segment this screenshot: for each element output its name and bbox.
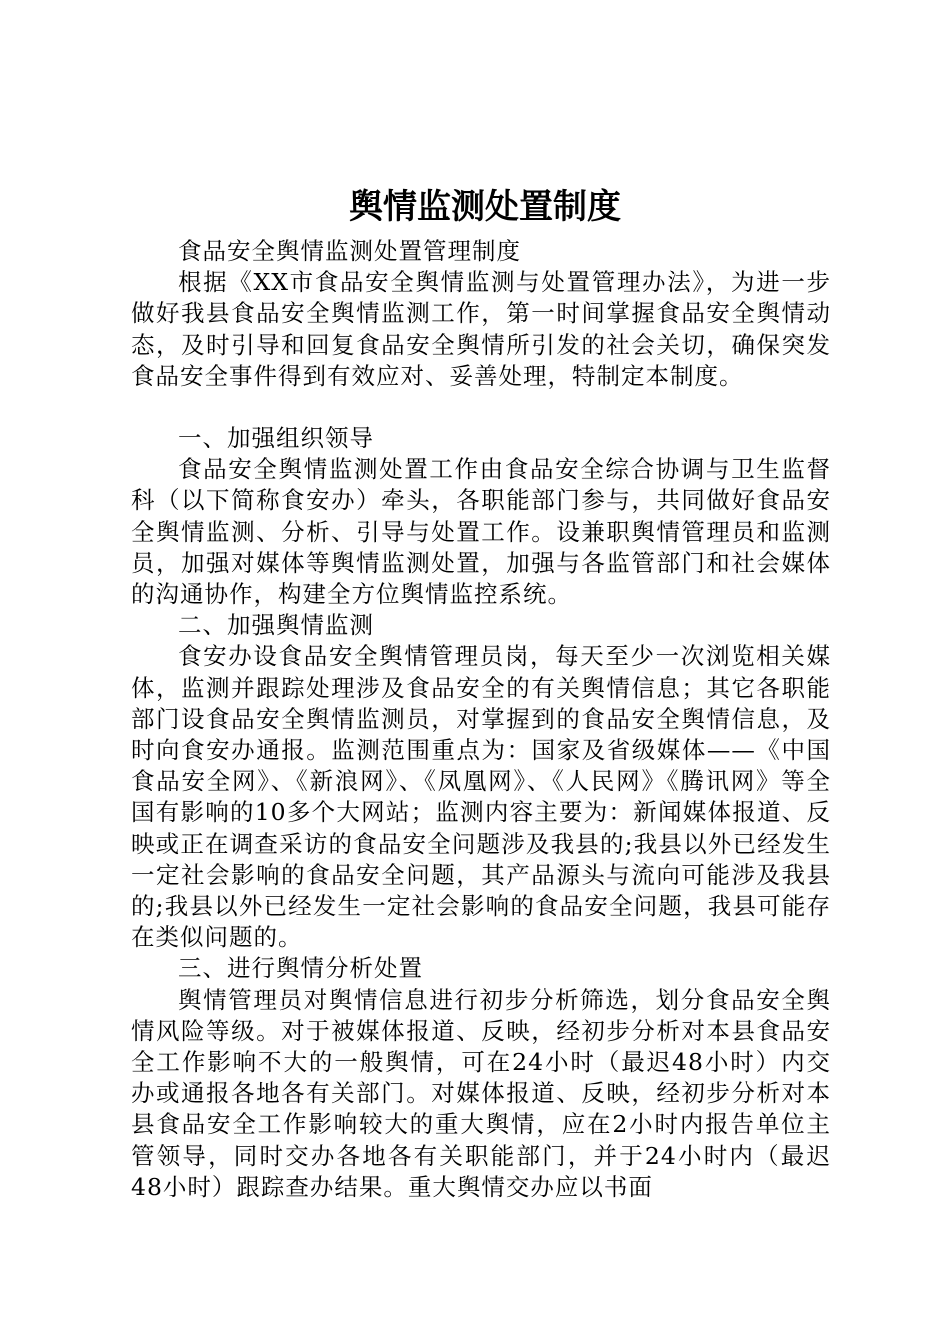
document-subtitle: 食品安全舆情监测处置管理制度: [178, 237, 521, 265]
section-heading-3: 三、进行舆情分析处置: [178, 954, 423, 983]
paragraph-spacer: [131, 392, 831, 423]
section-body-1: 食品安全舆情监测处置工作由食品安全综合协调与卫生监督科（以下简称食安办）牵头，各职能部门参与，共同做好食品安全舆情监测、分析、引导与处置工作。设兼职舆情管理员和监测员，加强对媒体等舆情监测处置，加强与各监管部门和社会媒体的沟通协作，构建全方位舆情监控系统。: [131, 455, 831, 609]
section-heading-2: 二、加强舆情监测: [178, 611, 374, 640]
document-page: [131, 178, 831, 1203]
document-title: 舆情监测处置制度: [349, 187, 621, 227]
section-body-2: 食安办设食品安全舆情管理员岗，每天至少一次浏览相关媒体，监测并跟踪处理涉及食品安全的有关舆情信息；其它各职能部门设食品安全舆情监测员，对掌握到的食品安全舆情信息，及时向食安办通报。监测范围重点为：国家及省级媒体——《中国食品安全网》、《新浪网》、《凤凰网》、《人民网》《腾讯网》等全国有影响的10多个大网站；监测内容主要为：新闻媒体报道、反映或正在调查采访的食品安全问题涉及我县的;我县以外已经发生一定社会影响的食品安全问题，其产品源头与流向可能涉及我县的;我县以外已经发生一定社会影响的食品安全问题，我县可能存在类似问题的。: [131, 642, 831, 952]
section-body-3: 舆情管理员对舆情信息进行初步分析筛选，划分食品安全舆情风险等级。对于被媒体报道、反映，经初步分析对本县食品安全工作影响不大的一般舆情，可在24小时（最迟48小时）内交办或通报各地各有关部门。对媒体报道、反映，经初步分析对本县食品安全工作影响较大的重大舆情，应在2小时内报告单位主管领导，同时交办各地各有关职能部门，并于24小时内（最迟48小时）跟踪查办结果。重大舆情交办应以书面: [131, 985, 831, 1201]
intro-paragraph: 根据《XX市食品安全舆情监测与处置管理办法》，为进一步做好我县食品安全舆情监测工作，第一时间掌握食品安全舆情动态，及时引导和回复食品安全舆情所引发的社会关切，确保突发食品安全事件得到有效应对、妥善处理，特制定本制度。: [131, 268, 831, 390]
section-heading-1: 一、加强组织领导: [178, 424, 374, 453]
